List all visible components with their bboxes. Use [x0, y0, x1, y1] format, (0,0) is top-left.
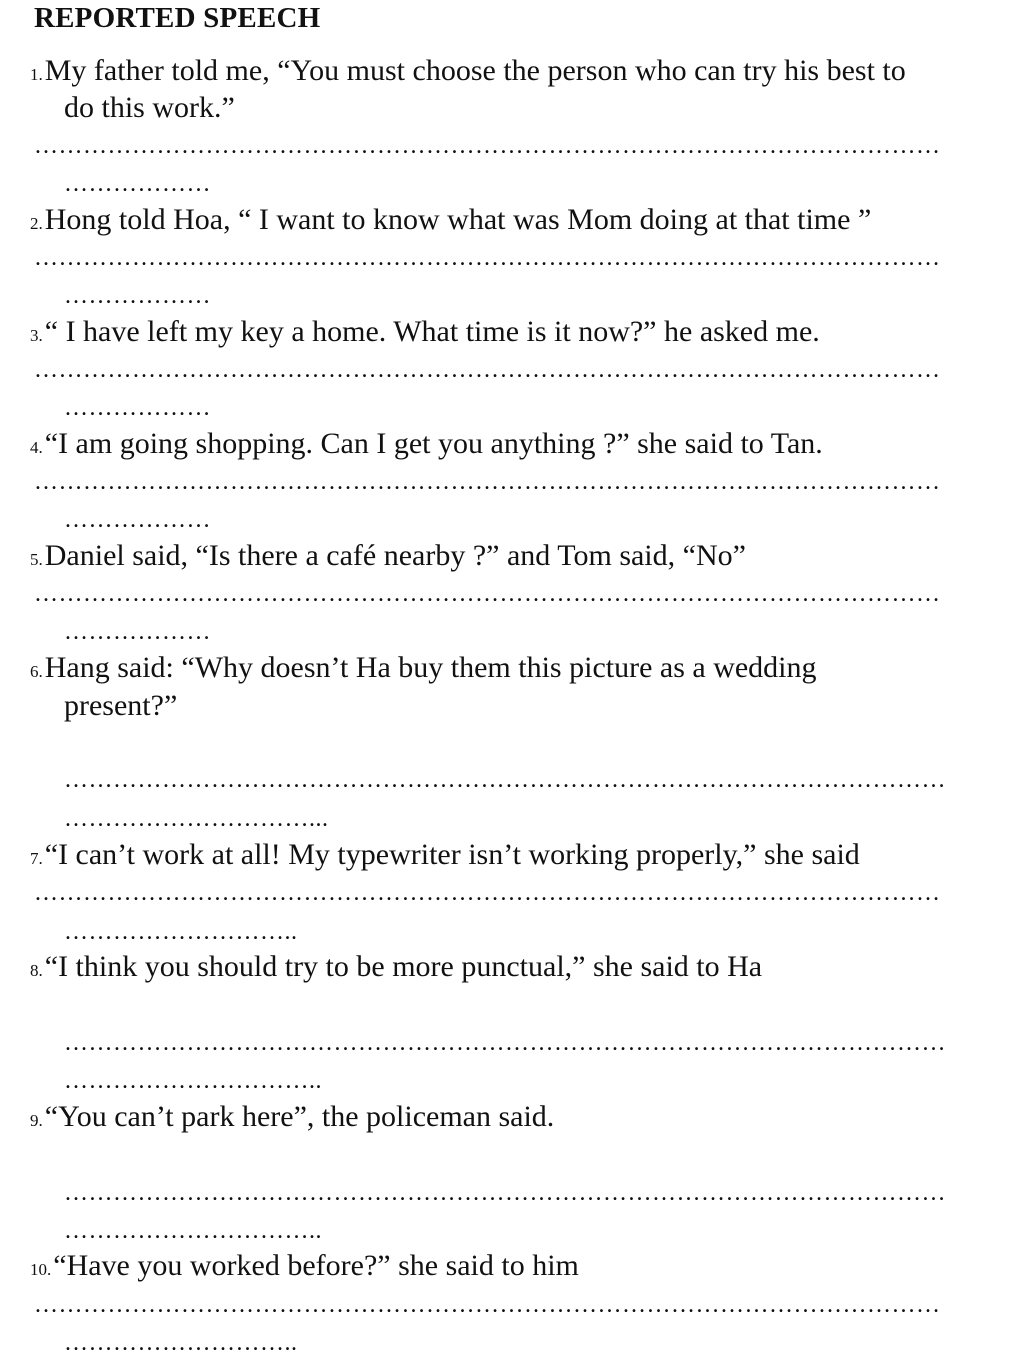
question-number: 8.	[30, 961, 43, 980]
answer-line-3-tail[interactable]: ………………	[64, 396, 211, 420]
question-6-continuation: present?”	[64, 689, 178, 722]
question-text: “You can’t park here”, the policeman said.	[44, 1100, 555, 1133]
answer-line-8[interactable]: ………………………………………………………………………………………………	[64, 1031, 946, 1055]
question-text: “I can’t work at all! My typewriter isn’t working properly,” she said	[44, 838, 860, 871]
question-text: Hang said: “Why doesn’t Ha buy them this picture as a wedding	[44, 651, 817, 684]
question-text: “ I have left my key a home. What time is it now?” he asked me.	[44, 315, 820, 348]
answer-line-3[interactable]: …………………………………………………………………………………………………	[34, 358, 941, 382]
question-4	[30, 425, 823, 466]
answer-line-6-tail[interactable]: …………………………...	[64, 807, 329, 831]
answer-line-2-tail[interactable]: ………………	[64, 284, 211, 308]
question-number: 6.	[30, 662, 43, 681]
question-6	[30, 649, 817, 690]
question-text: “I am going shopping. Can I get you anything ?” she said to Tan.	[44, 427, 823, 460]
question-7	[30, 836, 860, 877]
question-text: “Have you worked before?” she said to him	[53, 1249, 579, 1282]
question-number: 10.	[30, 1260, 52, 1279]
question-text: “I think you should try to be more punctual,” she said to Ha	[44, 950, 763, 983]
question-number: 9.	[30, 1111, 43, 1130]
question-text: Daniel said, “Is there a café nearby ?” and Tom said, “No”	[44, 539, 746, 572]
question-1-continuation: do this work.”	[64, 91, 235, 124]
question-text: Hong told Hoa, “ I want to know what was Mom doing at that time ”	[44, 203, 872, 236]
answer-line-1-tail[interactable]: ………………	[64, 172, 211, 196]
question-5	[30, 537, 746, 578]
question-2	[30, 201, 871, 242]
answer-line-6[interactable]: ………………………………………………………………………………………………	[64, 768, 946, 792]
answer-line-10-tail[interactable]: ………………………..	[64, 1331, 298, 1355]
answer-line-7-tail[interactable]: ………………………..	[64, 920, 298, 944]
question-3	[30, 313, 820, 354]
question-9	[30, 1098, 554, 1139]
answer-line-1[interactable]: …………………………………………………………………………………………………	[34, 134, 941, 158]
question-number: 5.	[30, 550, 43, 569]
answer-line-5[interactable]: …………………………………………………………………………………………………	[34, 582, 941, 606]
question-8	[30, 948, 762, 989]
answer-line-4[interactable]: …………………………………………………………………………………………………	[34, 470, 941, 494]
question-number: 7.	[30, 849, 43, 868]
answer-line-9-tail[interactable]: …………………………..	[64, 1219, 322, 1243]
question-number: 1.	[30, 65, 43, 84]
question-number: 3.	[30, 326, 43, 345]
answer-line-7[interactable]: …………………………………………………………………………………………………	[34, 881, 941, 905]
question-10	[30, 1247, 579, 1288]
question-1	[30, 52, 906, 93]
answer-line-8-tail[interactable]: …………………………..	[64, 1069, 322, 1093]
answer-line-2[interactable]: …………………………………………………………………………………………………	[34, 246, 941, 270]
answer-line-10[interactable]: …………………………………………………………………………………………………	[34, 1293, 941, 1317]
answer-line-4-tail[interactable]: ………………	[64, 508, 211, 532]
answer-line-5-tail[interactable]: ………………	[64, 620, 211, 644]
question-number: 2.	[30, 214, 43, 233]
answer-line-9[interactable]: ………………………………………………………………………………………………	[64, 1181, 946, 1205]
question-text: My father told me, “You must choose the person who can try his best to	[44, 54, 906, 87]
question-number: 4.	[30, 438, 43, 457]
worksheet-title: REPORTED SPEECH	[34, 2, 321, 34]
